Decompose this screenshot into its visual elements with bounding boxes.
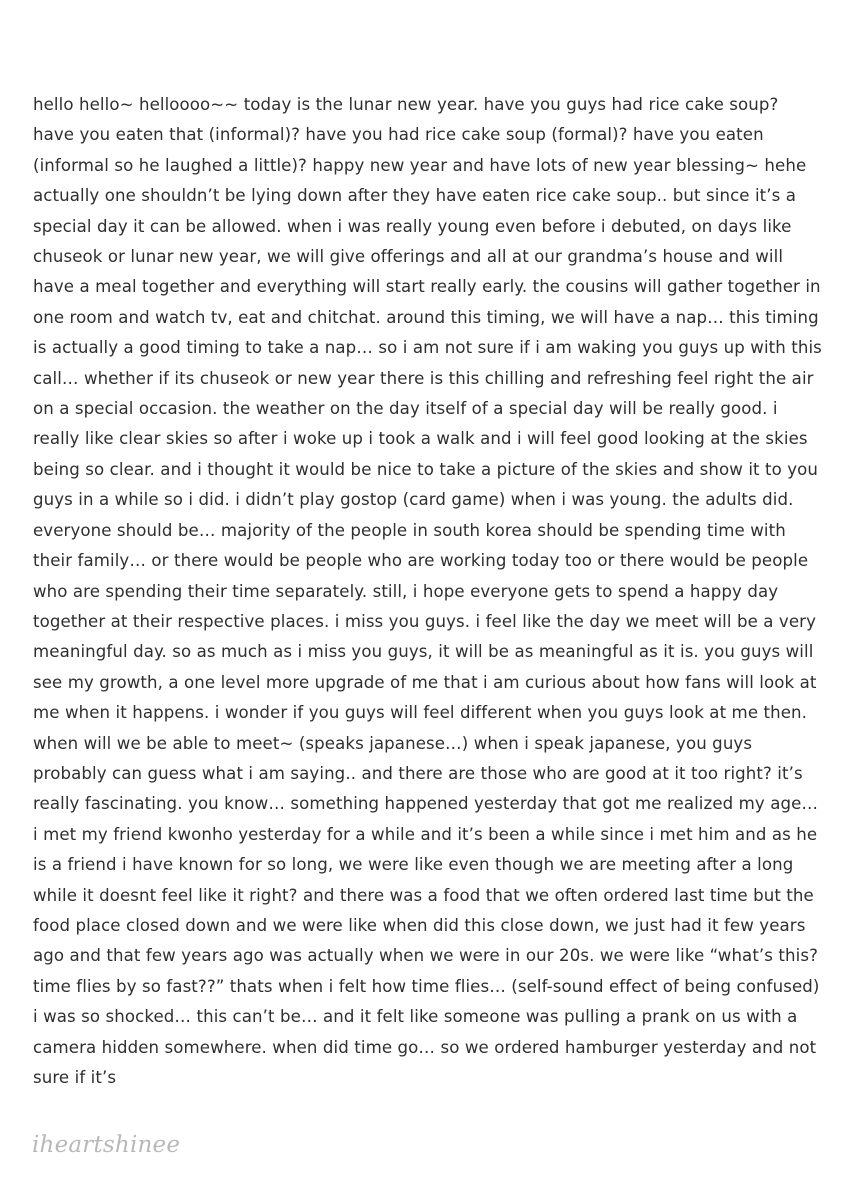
body-paragraph: hello hello~ helloooo~~ today is the lunar new year. have you guys had rice cake soup? have you eaten that (informal)? have you had rice cake soup (formal)? have you eaten (informal so he laughed a little)? happy new year and have lots of new year blessing~ hehe actually one shouldn’t be lying down after they have eaten rice cake soup.. but since it’s a special day it can be allowed. when i was really young even before i debuted, on days like chuseok or lunar new year, we will give offerings and all at our grandma’s house and will have a meal together and everything will start really early. the cousins will gather together in one room and watch tv, eat and chitchat. around this timing, we will have a nap… this timing is actually a good timing to take a nap… so i am not sure if i am waking you guys up with this call… whether if its chuseok or new year there is this chilling and refreshing feel right the air on a special occasion. the weather on the day itself of a special day will be really good. i really like clear skies so after i woke up i took a walk and i will feel good looking at the skies being so clear. and i thought it would be nice to take a picture of the skies and show it to you guys in a while so i did. i didn’t play gostop (card game) when i was young. the adults did. everyone should be… majority of the people in south korea should be spending time with their family… or there would be people who are working today too or there would be people who are spending their time separately. still, i hope everyone gets to spend a happy day together at their respective places. i miss you guys. i feel like the day we meet will be a very meaningful day. so as much as i miss you guys, it will be as meaningful as it is. you guys will see my growth, a one level more upgrade of me that i am curious about how fans will look at me when it happens. i wonder if you guys will feel different when you guys look at me then. when will we be able to meet~ (speaks japanese…) when i speak japanese, you guys probably can guess what i am saying.. and there are those who are good at it too right? it’s really fascinating. you know… something happened yesterday that got me realized my age… i met my friend kwonho yesterday for a while and it’s been a while since i met him and as he is a friend i have known for so long, we were like even though we are meeting after a long while it doesnt feel like it right? and there was a food that we often ordered last time but the food place closed down and we were like when did this close down, we just had it few years ago and that few years ago was actually when we were in our 20s. we were like “what’s this? time flies by so fast??” thats when i felt how time flies… (self-sound effect of being confused) i was so shocked… this can’t be… and it felt like someone was pulling a prank on us with a camera hidden somewhere. when did time go… so we ordered hamburger yesterday and not sure if it’s — [33, 95, 822, 1087]
watermark: iheartshinee — [32, 1132, 181, 1158]
